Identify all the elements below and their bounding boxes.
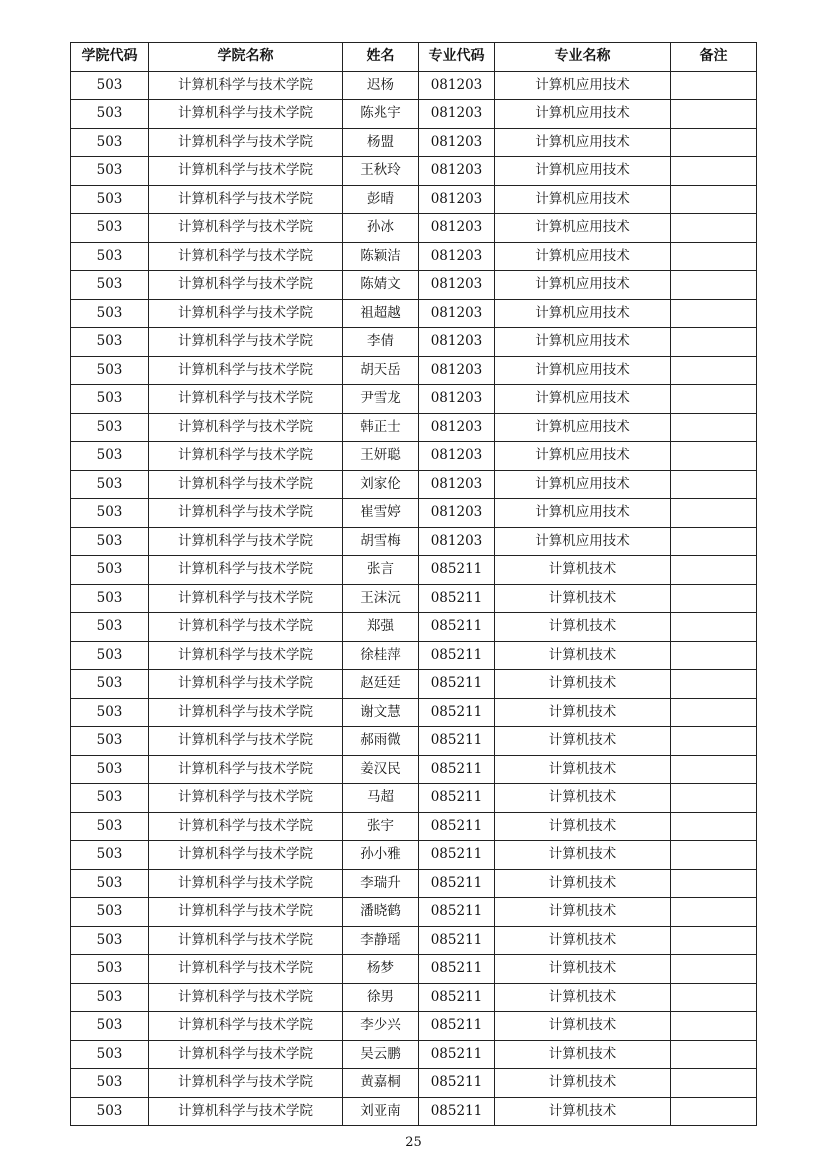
table-row <box>71 527 757 556</box>
cell-major-code: 085211 <box>419 983 495 1012</box>
cell-major-name: 计算机应用技术 <box>495 71 671 100</box>
header-college-code: 学院代码 <box>71 43 149 72</box>
cell-major-name: 计算机应用技术 <box>495 328 671 357</box>
header-remarks: 备注 <box>671 43 757 72</box>
cell-college-code: 503 <box>71 1012 149 1041</box>
cell-student-name: 郝雨微 <box>343 727 419 756</box>
cell-college-code: 503 <box>71 556 149 585</box>
cell-major-name: 计算机应用技术 <box>495 242 671 271</box>
cell-major-name: 计算机应用技术 <box>495 214 671 243</box>
cell-student-name: 谢文慧 <box>343 698 419 727</box>
cell-remarks <box>671 271 757 300</box>
cell-student-name: 孙小雅 <box>343 841 419 870</box>
table-row <box>71 670 757 699</box>
cell-student-name: 潘晓鹤 <box>343 898 419 927</box>
cell-remarks <box>671 841 757 870</box>
cell-college-code: 503 <box>71 442 149 471</box>
cell-remarks <box>671 1097 757 1126</box>
table-row <box>71 157 757 186</box>
cell-major-code: 081203 <box>419 128 495 157</box>
cell-college-code: 503 <box>71 755 149 784</box>
cell-college-code: 503 <box>71 356 149 385</box>
cell-student-name: 吴云鹏 <box>343 1040 419 1069</box>
cell-college-code: 503 <box>71 812 149 841</box>
cell-major-name: 计算机应用技术 <box>495 385 671 414</box>
cell-major-code: 085211 <box>419 613 495 642</box>
cell-college-name: 计算机科学与技术学院 <box>149 841 343 870</box>
cell-college-code: 503 <box>71 214 149 243</box>
cell-college-code: 503 <box>71 71 149 100</box>
cell-student-name: 李少兴 <box>343 1012 419 1041</box>
cell-student-name: 李倩 <box>343 328 419 357</box>
cell-major-name: 计算机技术 <box>495 898 671 927</box>
cell-college-code: 503 <box>71 413 149 442</box>
cell-major-code: 081203 <box>419 299 495 328</box>
cell-student-name: 王妍聪 <box>343 442 419 471</box>
cell-major-name: 计算机应用技术 <box>495 442 671 471</box>
cell-major-code: 081203 <box>419 442 495 471</box>
cell-major-code: 085211 <box>419 1040 495 1069</box>
cell-college-code: 503 <box>71 926 149 955</box>
cell-major-code: 081203 <box>419 356 495 385</box>
cell-college-code: 503 <box>71 784 149 813</box>
cell-college-name: 计算机科学与技术学院 <box>149 100 343 129</box>
cell-major-name: 计算机技术 <box>495 641 671 670</box>
cell-remarks <box>671 157 757 186</box>
cell-major-code: 081203 <box>419 413 495 442</box>
cell-major-name: 计算机应用技术 <box>495 356 671 385</box>
cell-student-name: 陈婧文 <box>343 271 419 300</box>
cell-college-name: 计算机科学与技术学院 <box>149 983 343 1012</box>
header-student-name: 姓名 <box>343 43 419 72</box>
cell-student-name: 李瑞升 <box>343 869 419 898</box>
table-row <box>71 869 757 898</box>
table-row <box>71 242 757 271</box>
table-row <box>71 983 757 1012</box>
cell-major-name: 计算机技术 <box>495 755 671 784</box>
cell-major-code: 081203 <box>419 185 495 214</box>
table-row <box>71 385 757 414</box>
cell-major-code: 081203 <box>419 71 495 100</box>
header-row <box>71 43 757 72</box>
cell-major-name: 计算机技术 <box>495 841 671 870</box>
cell-major-name: 计算机技术 <box>495 955 671 984</box>
cell-student-name: 崔雪婷 <box>343 499 419 528</box>
student-table <box>70 42 757 1126</box>
table-row <box>71 755 757 784</box>
cell-college-name: 计算机科学与技术学院 <box>149 356 343 385</box>
cell-student-name: 郑强 <box>343 613 419 642</box>
cell-major-code: 081203 <box>419 271 495 300</box>
cell-major-name: 计算机技术 <box>495 1012 671 1041</box>
header-major-code: 专业代码 <box>419 43 495 72</box>
table-row <box>71 442 757 471</box>
cell-college-name: 计算机科学与技术学院 <box>149 698 343 727</box>
cell-college-code: 503 <box>71 328 149 357</box>
cell-college-name: 计算机科学与技术学院 <box>149 499 343 528</box>
cell-college-code: 503 <box>71 641 149 670</box>
cell-major-code: 085211 <box>419 1069 495 1098</box>
table-row <box>71 185 757 214</box>
cell-college-name: 计算机科学与技术学院 <box>149 755 343 784</box>
page-number: 25 <box>405 1135 422 1150</box>
cell-student-name: 刘亚南 <box>343 1097 419 1126</box>
table-row <box>71 413 757 442</box>
cell-remarks <box>671 1040 757 1069</box>
cell-student-name: 王沫沅 <box>343 584 419 613</box>
cell-major-name: 计算机应用技术 <box>495 128 671 157</box>
cell-remarks <box>671 1012 757 1041</box>
table-row <box>71 470 757 499</box>
table-row <box>71 641 757 670</box>
cell-student-name: 李静瑶 <box>343 926 419 955</box>
cell-college-name: 计算机科学与技术学院 <box>149 584 343 613</box>
cell-college-code: 503 <box>71 955 149 984</box>
cell-major-name: 计算机技术 <box>495 926 671 955</box>
cell-remarks <box>671 128 757 157</box>
cell-college-name: 计算机科学与技术学院 <box>149 1097 343 1126</box>
cell-major-code: 085211 <box>419 841 495 870</box>
cell-remarks <box>671 299 757 328</box>
cell-student-name: 姜汉民 <box>343 755 419 784</box>
cell-major-name: 计算机技术 <box>495 727 671 756</box>
table-row <box>71 584 757 613</box>
cell-college-name: 计算机科学与技术学院 <box>149 157 343 186</box>
cell-student-name: 孙冰 <box>343 214 419 243</box>
cell-remarks <box>671 470 757 499</box>
cell-major-code: 085211 <box>419 641 495 670</box>
cell-major-code: 081203 <box>419 499 495 528</box>
cell-college-name: 计算机科学与技术学院 <box>149 470 343 499</box>
cell-major-name: 计算机技术 <box>495 983 671 1012</box>
cell-student-name: 胡天岳 <box>343 356 419 385</box>
cell-major-code: 081203 <box>419 100 495 129</box>
cell-college-code: 503 <box>71 157 149 186</box>
cell-college-name: 计算机科学与技术学院 <box>149 128 343 157</box>
cell-student-name: 黄嘉桐 <box>343 1069 419 1098</box>
cell-college-name: 计算机科学与技术学院 <box>149 898 343 927</box>
cell-college-code: 503 <box>71 527 149 556</box>
cell-major-name: 计算机应用技术 <box>495 271 671 300</box>
cell-college-code: 503 <box>71 584 149 613</box>
cell-major-name: 计算机技术 <box>495 812 671 841</box>
cell-remarks <box>671 641 757 670</box>
cell-major-code: 081203 <box>419 242 495 271</box>
cell-college-name: 计算机科学与技术学院 <box>149 71 343 100</box>
cell-remarks <box>671 442 757 471</box>
table-body <box>71 71 757 1126</box>
header-major-name: 专业名称 <box>495 43 671 72</box>
cell-college-name: 计算机科学与技术学院 <box>149 613 343 642</box>
cell-student-name: 刘家伦 <box>343 470 419 499</box>
cell-remarks <box>671 584 757 613</box>
cell-remarks <box>671 670 757 699</box>
cell-remarks <box>671 413 757 442</box>
cell-major-code: 081203 <box>419 328 495 357</box>
table-row <box>71 841 757 870</box>
cell-major-code: 081203 <box>419 470 495 499</box>
cell-college-name: 计算机科学与技术学院 <box>149 1069 343 1098</box>
table-row <box>71 71 757 100</box>
cell-major-code: 081203 <box>419 214 495 243</box>
cell-college-name: 计算机科学与技术学院 <box>149 1040 343 1069</box>
cell-student-name: 张言 <box>343 556 419 585</box>
table-row <box>71 926 757 955</box>
cell-college-name: 计算机科学与技术学院 <box>149 727 343 756</box>
cell-college-name: 计算机科学与技术学院 <box>149 271 343 300</box>
cell-major-name: 计算机技术 <box>495 1097 671 1126</box>
cell-remarks <box>671 556 757 585</box>
cell-remarks <box>671 983 757 1012</box>
cell-remarks <box>671 100 757 129</box>
cell-remarks <box>671 755 757 784</box>
cell-major-name: 计算机技术 <box>495 670 671 699</box>
cell-student-name: 徐男 <box>343 983 419 1012</box>
table-row <box>71 955 757 984</box>
cell-college-name: 计算机科学与技术学院 <box>149 413 343 442</box>
table-header <box>71 43 757 72</box>
cell-remarks <box>671 926 757 955</box>
cell-college-name: 计算机科学与技术学院 <box>149 242 343 271</box>
cell-major-code: 085211 <box>419 556 495 585</box>
table-row <box>71 328 757 357</box>
table-row <box>71 556 757 585</box>
cell-college-name: 计算机科学与技术学院 <box>149 385 343 414</box>
table-row <box>71 100 757 129</box>
cell-remarks <box>671 385 757 414</box>
cell-college-code: 503 <box>71 385 149 414</box>
table-row <box>71 613 757 642</box>
cell-major-name: 计算机应用技术 <box>495 470 671 499</box>
cell-college-code: 503 <box>71 670 149 699</box>
table-row <box>71 1097 757 1126</box>
cell-college-code: 503 <box>71 299 149 328</box>
cell-major-name: 计算机技术 <box>495 869 671 898</box>
cell-college-name: 计算机科学与技术学院 <box>149 812 343 841</box>
table-row <box>71 1040 757 1069</box>
cell-remarks <box>671 185 757 214</box>
cell-student-name: 陈颖洁 <box>343 242 419 271</box>
cell-major-name: 计算机应用技术 <box>495 527 671 556</box>
cell-major-code: 085211 <box>419 755 495 784</box>
cell-college-name: 计算机科学与技术学院 <box>149 670 343 699</box>
cell-college-name: 计算机科学与技术学院 <box>149 527 343 556</box>
cell-college-code: 503 <box>71 1097 149 1126</box>
cell-college-code: 503 <box>71 698 149 727</box>
cell-remarks <box>671 356 757 385</box>
cell-major-code: 085211 <box>419 955 495 984</box>
cell-major-code: 085211 <box>419 670 495 699</box>
header-college-name: 学院名称 <box>149 43 343 72</box>
cell-major-code: 081203 <box>419 157 495 186</box>
table-row <box>71 784 757 813</box>
cell-remarks <box>671 955 757 984</box>
cell-remarks <box>671 527 757 556</box>
cell-remarks <box>671 214 757 243</box>
cell-remarks <box>671 71 757 100</box>
cell-college-name: 计算机科学与技术学院 <box>149 641 343 670</box>
table-row <box>71 356 757 385</box>
cell-college-code: 503 <box>71 470 149 499</box>
cell-major-code: 085211 <box>419 1012 495 1041</box>
cell-college-name: 计算机科学与技术学院 <box>149 442 343 471</box>
cell-college-code: 503 <box>71 727 149 756</box>
cell-college-code: 503 <box>71 499 149 528</box>
cell-major-code: 085211 <box>419 898 495 927</box>
cell-major-code: 085211 <box>419 812 495 841</box>
cell-college-code: 503 <box>71 983 149 1012</box>
cell-student-name: 杨梦 <box>343 955 419 984</box>
cell-remarks <box>671 1069 757 1098</box>
cell-major-name: 计算机技术 <box>495 698 671 727</box>
cell-major-name: 计算机应用技术 <box>495 299 671 328</box>
cell-major-name: 计算机技术 <box>495 613 671 642</box>
cell-major-name: 计算机应用技术 <box>495 499 671 528</box>
cell-college-name: 计算机科学与技术学院 <box>149 869 343 898</box>
cell-major-name: 计算机应用技术 <box>495 413 671 442</box>
cell-student-name: 祖超越 <box>343 299 419 328</box>
cell-college-name: 计算机科学与技术学院 <box>149 556 343 585</box>
cell-college-code: 503 <box>71 841 149 870</box>
cell-student-name: 胡雪梅 <box>343 527 419 556</box>
cell-remarks <box>671 499 757 528</box>
cell-college-code: 503 <box>71 1069 149 1098</box>
cell-major-code: 085211 <box>419 1097 495 1126</box>
cell-college-code: 503 <box>71 242 149 271</box>
cell-student-name: 赵廷廷 <box>343 670 419 699</box>
table-row <box>71 499 757 528</box>
cell-remarks <box>671 898 757 927</box>
cell-college-code: 503 <box>71 185 149 214</box>
cell-student-name: 陈兆宇 <box>343 100 419 129</box>
cell-student-name: 徐桂萍 <box>343 641 419 670</box>
cell-major-name: 计算机应用技术 <box>495 157 671 186</box>
cell-major-code: 085211 <box>419 698 495 727</box>
table-row <box>71 812 757 841</box>
cell-student-name: 王秋玲 <box>343 157 419 186</box>
cell-college-name: 计算机科学与技术学院 <box>149 328 343 357</box>
cell-major-name: 计算机技术 <box>495 1040 671 1069</box>
cell-major-code: 085211 <box>419 869 495 898</box>
cell-college-name: 计算机科学与技术学院 <box>149 1012 343 1041</box>
table-row <box>71 727 757 756</box>
cell-major-code: 085211 <box>419 784 495 813</box>
cell-major-name: 计算机应用技术 <box>495 100 671 129</box>
cell-major-code: 085211 <box>419 727 495 756</box>
cell-college-name: 计算机科学与技术学院 <box>149 784 343 813</box>
cell-student-name: 迟杨 <box>343 71 419 100</box>
cell-remarks <box>671 784 757 813</box>
table-row <box>71 299 757 328</box>
cell-college-name: 计算机科学与技术学院 <box>149 299 343 328</box>
cell-remarks <box>671 242 757 271</box>
cell-college-code: 503 <box>71 898 149 927</box>
cell-college-code: 503 <box>71 271 149 300</box>
cell-college-code: 503 <box>71 613 149 642</box>
cell-student-name: 马超 <box>343 784 419 813</box>
cell-college-code: 503 <box>71 128 149 157</box>
cell-college-code: 503 <box>71 100 149 129</box>
cell-remarks <box>671 869 757 898</box>
cell-major-code: 085211 <box>419 926 495 955</box>
table-row <box>71 898 757 927</box>
cell-remarks <box>671 812 757 841</box>
cell-student-name: 韩正士 <box>343 413 419 442</box>
cell-major-code: 085211 <box>419 584 495 613</box>
cell-major-code: 081203 <box>419 385 495 414</box>
cell-college-name: 计算机科学与技术学院 <box>149 214 343 243</box>
table-row <box>71 271 757 300</box>
cell-major-name: 计算机技术 <box>495 784 671 813</box>
table-row <box>71 1069 757 1098</box>
cell-remarks <box>671 727 757 756</box>
table-row <box>71 214 757 243</box>
cell-student-name: 杨盟 <box>343 128 419 157</box>
cell-college-name: 计算机科学与技术学院 <box>149 185 343 214</box>
cell-major-code: 081203 <box>419 527 495 556</box>
cell-remarks <box>671 328 757 357</box>
cell-remarks <box>671 613 757 642</box>
cell-major-name: 计算机技术 <box>495 556 671 585</box>
cell-major-name: 计算机应用技术 <box>495 185 671 214</box>
cell-major-name: 计算机技术 <box>495 584 671 613</box>
cell-remarks <box>671 698 757 727</box>
cell-student-name: 彭晴 <box>343 185 419 214</box>
cell-major-name: 计算机技术 <box>495 1069 671 1098</box>
cell-student-name: 张宇 <box>343 812 419 841</box>
cell-college-code: 503 <box>71 869 149 898</box>
cell-college-name: 计算机科学与技术学院 <box>149 926 343 955</box>
cell-student-name: 尹雪龙 <box>343 385 419 414</box>
cell-college-name: 计算机科学与技术学院 <box>149 955 343 984</box>
table-row <box>71 1012 757 1041</box>
table-row <box>71 128 757 157</box>
table-row <box>71 698 757 727</box>
cell-college-code: 503 <box>71 1040 149 1069</box>
